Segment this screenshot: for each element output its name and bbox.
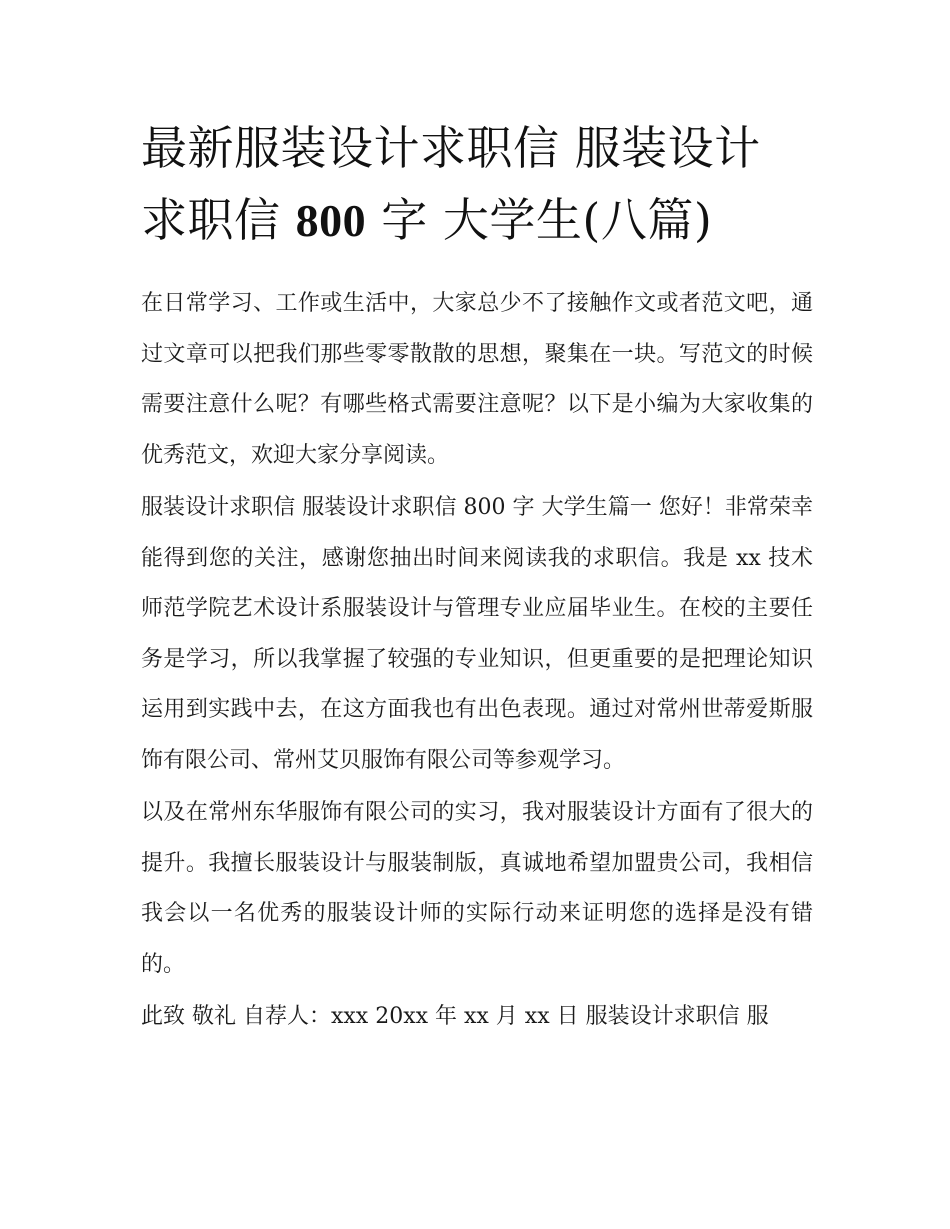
title-number: 800 [295, 195, 367, 246]
title-line-1: 最新服装设计求职信 服装设计 [141, 121, 761, 175]
title-line-2-end: 字 大学生(八篇) [366, 193, 713, 247]
letter-paragraph-1: 服装设计求职信 服装设计求职信 800 字 大学生篇一 您好！非常荣幸能得到您的关注，感谢您抽出时间来阅读我的求职信。我是 xx 技术师范学院艺术设计系服装设计与管理专业应届毕业生。在校的主要任务是学习，所以我掌握了较强的专业知识，但更重要的是把理论知识运用到实践中去，在这方面我也有出色表现。通过对常州世蒂爱斯服饰有限公司、常州艾贝服饰有限公司等参观学习。 [141, 495, 813, 773]
letter-paragraph-2: 以及在常州东华服饰有限公司的实习，我对服装设计方面有了很大的提升。我擅长服装设计与服装制版，真诚地希望加盟贵公司，我相信我会以一名优秀的服装设计师的实际行动来证明您的选择是没有错的。 [141, 800, 813, 977]
closing-paragraph: 此致 敬礼 自荐人：xxx 20xx 年 xx 月 xx 日 服装设计求职信 服 [141, 1004, 769, 1029]
document-body [141, 112, 813, 1043]
title-line-2-start: 求职信 [141, 193, 296, 247]
intro-paragraph: 在日常学习、工作或生活中，大家总少不了接触作文或者范文吧，通过文章可以把我们那些零零散散的思想，聚集在一块。写范文的时候需要注意什么呢？有哪些格式需要注意呢？以下是小编为大家收集的优秀范文，欢迎大家分享阅读。 [141, 291, 813, 468]
document-title [141, 112, 813, 257]
